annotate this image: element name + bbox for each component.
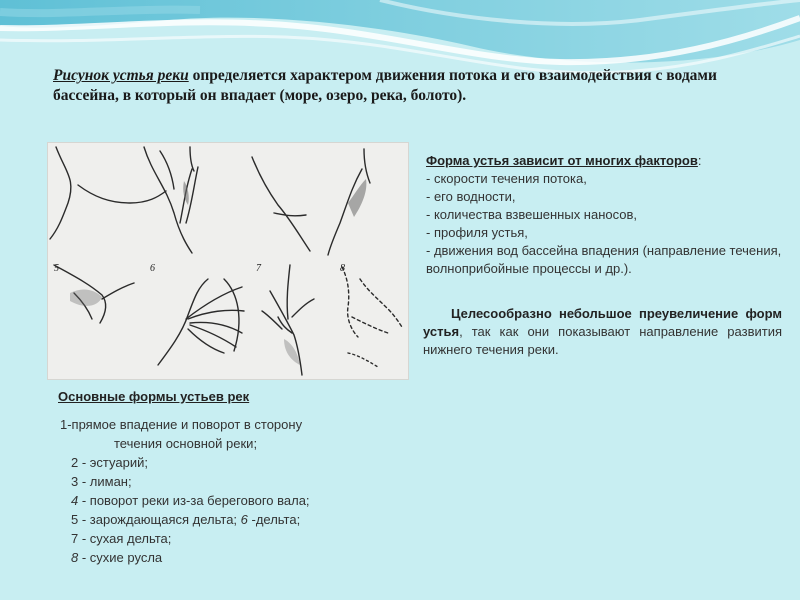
intro-lead: Рисунок устья реки	[53, 67, 189, 84]
panel-number-8: 8	[340, 263, 345, 274]
sketch-8-dry-channels	[342, 267, 358, 337]
panel-number-6: 6	[150, 263, 155, 274]
factor-item: - его водности,	[426, 189, 516, 204]
forms-title: Основные формы устьев рек	[58, 389, 250, 404]
forms-line-1: 1-прямое впадение и поворот в сторону	[60, 417, 303, 432]
forms-line-5-num: 6	[240, 512, 248, 527]
forms-line-4	[58, 491, 358, 510]
panel-number-7: 7	[256, 263, 261, 274]
factors-block	[426, 152, 786, 278]
factors-heading: Форма устья зависит от многих факторов	[426, 153, 698, 168]
forms-line-3: 3 - лиман;	[71, 474, 132, 489]
advice-text: , так как они показывают направление развития нижнего течения реки.	[423, 324, 782, 357]
forms-line-7-num: 8	[71, 550, 79, 565]
forms-line-5	[58, 510, 358, 529]
forms-line-6: 7 - сухая дельта;	[71, 531, 172, 546]
forms-line-7-text: - сухие русла	[78, 550, 163, 565]
forms-line-7	[58, 548, 358, 567]
factor-item: - количества взвешенных наносов,	[426, 207, 638, 222]
forms-line-4-num: 4	[71, 493, 79, 508]
forms-line-5-b: -дельта;	[247, 512, 301, 527]
factor-item: - движения вод бассейна впадения (направление течения, волноприбойные процессы и др.).	[426, 243, 782, 276]
intro-paragraph	[53, 66, 753, 106]
intro-text: определяется характером движения потока и его взаимодействия с водами бассейна, в который он впадает (море, озеро, река, болото).	[53, 67, 717, 104]
forms-list	[58, 415, 358, 567]
forms-line-4-text: - поворот реки из-за берегового вала;	[78, 493, 310, 508]
advice-paragraph	[423, 305, 782, 359]
sketch-1-tributary	[78, 185, 166, 203]
sketch-3-liman	[252, 157, 310, 251]
river-mouth-sketches	[48, 143, 408, 379]
factors-heading-colon: :	[697, 153, 702, 168]
panel-number-5: 5	[54, 263, 59, 274]
river-mouth-figure	[47, 142, 409, 380]
factor-item: - профиля устья,	[426, 225, 528, 240]
forms-line-1-cont: течения основной реки;	[114, 436, 258, 451]
forms-line-2: 2 - эстуарий;	[71, 455, 148, 470]
forms-line-5-a: 5 - зарождающаяся дельта;	[71, 512, 241, 527]
advice-bold: Целесообразно небольшое преувеличение форм устья	[423, 306, 782, 339]
sketch-1-main-channel	[50, 147, 71, 239]
factor-item: - скорости течения потока,	[426, 171, 587, 186]
